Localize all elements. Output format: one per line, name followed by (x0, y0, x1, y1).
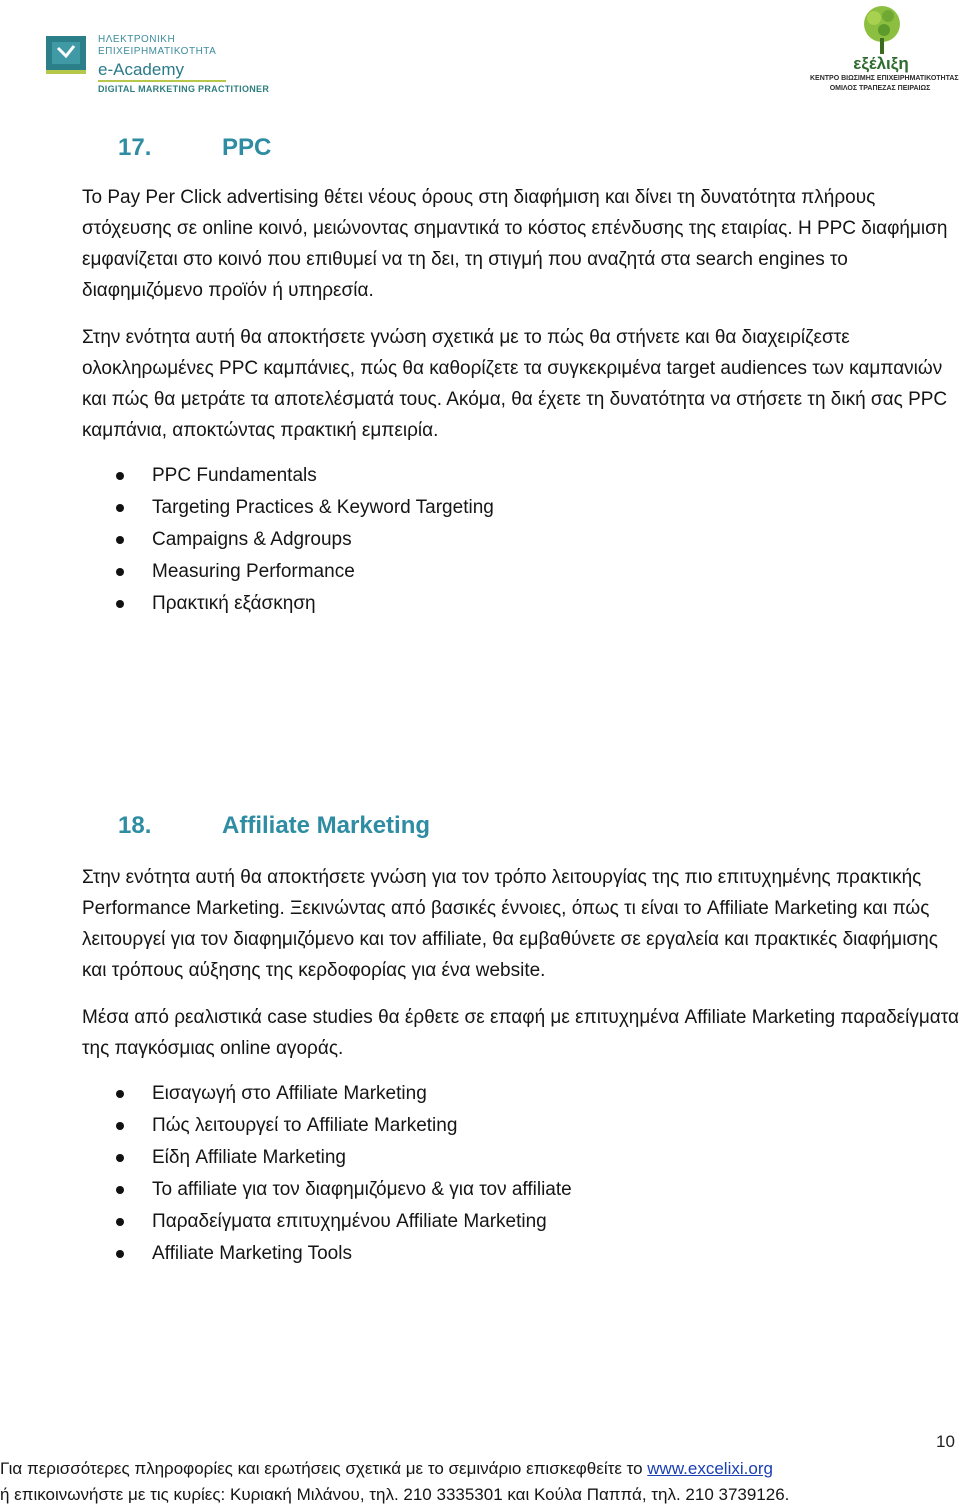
section-affiliate-marketing (82, 804, 960, 1270)
exelixi-sub-2: ΟΜΙΛΟΣ ΤΡΑΠΕΖΑΣ ΠΕΙΡΑΙΩΣ (829, 85, 931, 92)
paragraph: Στην ενότητα αυτή θα αποκτήσετε γνώση για τον τρόπο λειτουργίας της πιο επιτυχημένης πρακτικής Performance Marketing. Ξεκινώντας από βασικές έννοιες, όπως τι είναι το Affiliate Marketing και πώς λειτουργεί για τον διαφημιζόμενο και τον affiliate, θα εμβαθύνετε σε εργαλεία και πρακτικές διαφήμισης και τρόπους αύξησης της κερδοφορίας για ένα website. (82, 867, 938, 981)
section-number: 17. (118, 134, 152, 161)
logo-brand: e-Academy (98, 60, 184, 79)
list-item: Εισαγωγή στο Affiliate Marketing (82, 1078, 960, 1110)
section-heading (82, 804, 960, 848)
list-item: Πώς λειτουργεί το Affiliate Marketing (82, 1110, 960, 1142)
section-ppc (82, 126, 960, 726)
website-link[interactable]: www.excelixi.org (647, 1459, 773, 1478)
e-academy-emblem-icon (44, 34, 90, 76)
footer-line-1 (0, 1456, 960, 1482)
bullet-list (82, 1078, 960, 1270)
exelixi-logo (810, 4, 959, 94)
list-item: Είδη Affiliate Marketing (82, 1142, 960, 1174)
document-body (82, 126, 960, 1270)
paragraph: Το Pay Per Click advertising θέτει νέους όρους στη διαφήμιση και δίνει τη δυνατότητα πλήρους στόχευσης σε online κοινό, μειώνοντας σημαντικά το κόστος επένδυσης της εταιρίας. Η PPC διαφήμιση εμφανίζεται στο κοινό που επιθυμεί να τη δει, τη στιγμή που αναζητά στα search engines το διαφημιζόμενο προϊόν ή υπηρεσία. (82, 187, 948, 301)
list-item: Παραδείγματα επιτυχημένου Affiliate Marketing (82, 1206, 960, 1238)
page-header (0, 0, 960, 110)
list-item: Affiliate Marketing Tools (82, 1238, 960, 1270)
list-item: PPC Fundamentals (82, 460, 960, 492)
exelixi-name: εξέλιξη (853, 54, 909, 73)
list-item: Πρακτική εξάσκηση (82, 588, 960, 620)
tree-icon (854, 4, 910, 60)
footer-line-2: ή επικοινωνήστε με τις κυρίες: Κυριακή Μιλάνου, τηλ. 210 3335301 και Κούλα Παππά, τηλ. 210 3739126. (0, 1485, 790, 1504)
section-title: PPC (222, 134, 272, 161)
section-heading (82, 126, 960, 170)
page-footer (0, 1456, 960, 1508)
logo-divider (98, 80, 226, 82)
list-item: Το affiliate για τον διαφημιζόμενο & για τον affiliate (82, 1174, 960, 1206)
e-academy-logo (44, 30, 270, 100)
section-title: Affiliate Marketing (222, 812, 431, 839)
logo-line-1: ΗΛΕΚΤΡΟΝΙΚΗ (98, 34, 176, 45)
list-item: Targeting Practices & Keyword Targeting (82, 492, 960, 524)
paragraph: Στην ενότητα αυτή θα αποκτήσετε γνώση σχετικά με το πώς θα στήνετε και θα διαχειρίζεστε ολοκληρωμένες PPC καμπάνιες, πώς θα καθορίζετε τα συγκεκριμένα target audiences των καμπανιών και πώς θα μετράτε τα αποτελέσματά τους. Ακόμα, θα έχετε τη δυνατότητα να στήσετε τη δική σας PPC καμπάνια, αποκτώντας πρακτική εμπειρία. (82, 327, 948, 441)
list-item: Campaigns & Adgroups (82, 524, 960, 556)
footer-text: Για περισσότερες πληροφορίες και ερωτήσεις σχετικά με το σεμινάριο επισκεφθείτε το (0, 1459, 648, 1478)
section-number: 18. (118, 812, 152, 839)
logo-tagline: DIGITAL MARKETING PRACTITIONER (98, 84, 270, 94)
page-number: 10 (936, 1432, 955, 1451)
list-item: Measuring Performance (82, 556, 960, 588)
bullet-list (82, 460, 960, 620)
paragraph: Μέσα από ρεαλιστικά case studies θα έρθετε σε επαφή με επιτυχημένα Affiliate Marketing παραδείγματα της παγκόσμιας online αγοράς. (82, 1007, 960, 1059)
exelixi-sub-1: ΚΕΝΤΡΟ ΒΙΩΣΙΜΗΣ ΕΠΙΧΕΙΡΗΜΑΤΙΚΟΤΗΤΑΣ (810, 75, 959, 82)
logo-line-2: ΕΠΙΧΕΙΡΗΜΑΤΙΚΟΤΗΤΑ (98, 46, 217, 57)
